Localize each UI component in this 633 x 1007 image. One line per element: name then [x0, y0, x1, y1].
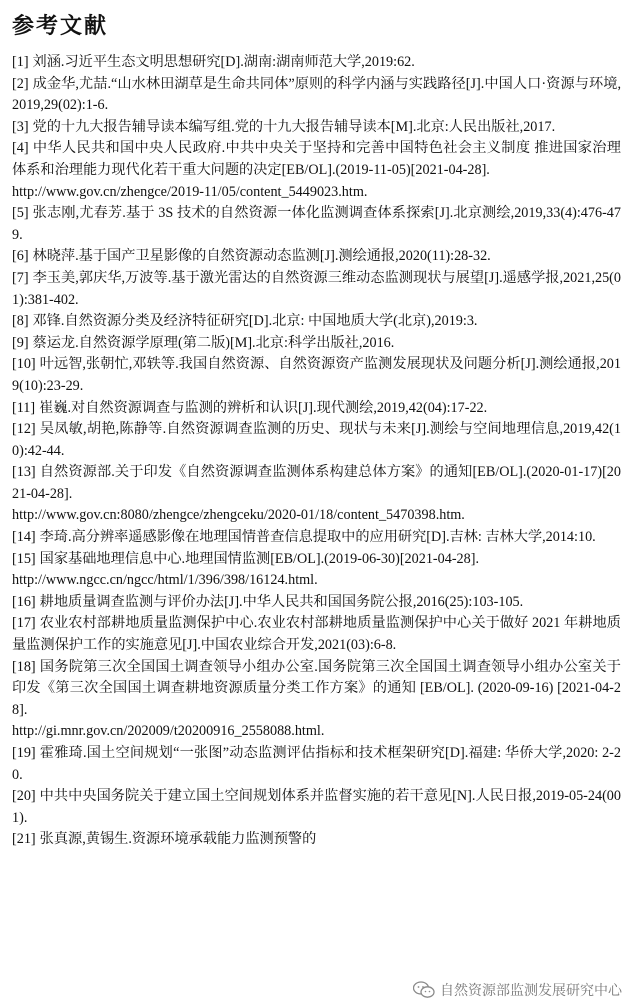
reference-text: 李琦.高分辨率遥感影像在地理国情普查信息提取中的应用研究[D].吉林: 吉林大学,2014:10.	[39, 529, 596, 546]
reference-item	[12, 398, 621, 420]
reference-text: 党的十九大报告辅导读本编写组.党的十九大报告辅导读本[M].北京:人民出版社,2017.	[32, 118, 556, 135]
reference-text: 叶远智,张朝忙,邓轶等.我国自然资源、自然资源资产监测发展现状及问题分析[J].测绘通报,2019(10):23-29.	[12, 356, 621, 394]
reference-item	[12, 462, 621, 527]
reference-text: 邓锋.自然资源分类及经济特征研究[D].北京: 中国地质大学(北京),2019:3.	[32, 313, 478, 330]
watermark	[410, 979, 625, 1001]
reference-item	[12, 74, 621, 117]
reference-item	[12, 527, 621, 549]
reference-item	[12, 829, 621, 851]
reference-list	[12, 52, 621, 851]
reference-text: 国家基础地理信息中心.地理国情监测[EB/OL].(2019-06-30)[2021-04-28].	[39, 550, 480, 567]
reference-text: 张真源,黄锡生.资源环境承载能力监测预警的	[39, 831, 317, 848]
reference-number: [21]	[12, 831, 36, 848]
reference-number: [18]	[12, 658, 36, 675]
reference-item	[12, 203, 621, 246]
reference-item	[12, 592, 621, 614]
reference-number: [17]	[12, 615, 36, 632]
reference-number: [10]	[12, 356, 36, 373]
reference-item	[12, 786, 621, 829]
reference-item	[12, 657, 621, 743]
reference-item	[12, 117, 621, 139]
wechat-icon	[413, 981, 435, 999]
reference-number: [15]	[12, 550, 36, 567]
reference-item	[12, 268, 621, 311]
reference-number: [9]	[12, 334, 29, 351]
reference-text: 李玉美,郭庆华,万波等.基于激光雷达的自然资源三维动态监测现状与展望[J].遥感学报,2021,25(01):381-402.	[12, 269, 621, 308]
reference-url: http://www.ngcc.cn/ngcc/html/1/396/398/16124.html.	[12, 572, 318, 589]
reference-text: 霍雅琦.国土空间规划“一张图”动态监测评估指标和技术框架研究[D].福建: 华侨大学,2020: 2-20.	[12, 745, 621, 783]
reference-text: 刘涵.习近平生态文明思想研究[D].湖南:湖南师范大学,2019:62.	[32, 54, 415, 70]
reference-item	[12, 311, 621, 333]
reference-item	[12, 138, 621, 203]
reference-number: [14]	[12, 529, 36, 546]
reference-number: [5]	[12, 205, 29, 222]
reference-number: [8]	[12, 313, 29, 330]
reference-url: http://www.gov.cn/zhengce/2019-11/05/content_5449023.htm.	[12, 183, 368, 200]
reference-text: 耕地质量调查监测与评价办法[J].中华人民共和国国务院公报,2016(25):103-105.	[39, 593, 524, 610]
reference-text: 崔巍.对自然资源调查与监测的辨析和认识[J].现代测绘,2019,42(04):17-22.	[39, 399, 488, 416]
reference-number: [2]	[12, 75, 29, 92]
reference-url: http://www.gov.cn:8080/zhengce/zhengceku/2020-01/18/content_5470398.htm.	[12, 507, 465, 524]
reference-text: 林晓萍.基于国产卫星影像的自然资源动态监测[J].测绘通报,2020(11):28-32.	[32, 248, 491, 265]
reference-item	[12, 743, 621, 786]
reference-number: [3]	[12, 118, 29, 135]
reference-number: [6]	[12, 248, 29, 265]
reference-number: [13]	[12, 464, 36, 481]
reference-number: [19]	[12, 745, 36, 761]
reference-text: 蔡运龙.自然资源学原理(第二版)[M].北京:科学出版社,2016.	[32, 334, 395, 351]
reference-number: [1]	[12, 54, 29, 70]
reference-item	[12, 613, 621, 656]
reference-text: 吴凤敏,胡艳,陈静等.自然资源调查监测的历史、现状与未来[J].测绘与空间地理信息,2019,42(10):42-44.	[12, 421, 621, 459]
watermark-text: 自然资源部监测发展研究中心	[440, 983, 622, 999]
reference-number: [4]	[12, 140, 29, 157]
reference-item	[12, 419, 621, 462]
reference-item	[12, 246, 621, 268]
reference-number: [11]	[12, 399, 36, 416]
reference-item	[12, 52, 621, 74]
reference-number: [7]	[12, 269, 29, 286]
reference-text: 国务院第三次全国国土调查领导小组办公室.国务院第三次全国国土调查领导小组办公室关于印发《第三次全国国土调查耕地资源质量分类工作方案》的通知 [EB/OL]. (2020-09-16) [2021-04-28].	[12, 658, 621, 718]
reference-item	[12, 333, 621, 355]
reference-text: 农业农村部耕地质量监测保护中心.农业农村部耕地质量监测保护中心关于做好 2021 年耕地质量监测保护工作的实施意见[J].中国农业综合开发,2021(03):6-8.	[12, 615, 621, 654]
reference-number: [16]	[12, 593, 36, 610]
reference-item	[12, 354, 621, 397]
references-heading: 参考文献	[12, 14, 109, 39]
reference-text: 张志刚,尤春芳.基于 3S 技术的自然资源一体化监测调查体系探索[J].北京测绘,2019,33(4):476-479.	[12, 205, 621, 243]
reference-number: [20]	[12, 788, 36, 805]
reference-item	[12, 549, 621, 592]
reference-url: http://gi.mnr.gov.cn/202009/t20200916_2558088.html.	[12, 723, 325, 740]
reference-text: 成金华,尤喆.“山水林田湖草是生命共同体”原则的科学内涵与实践路径[J].中国人口·资源与环境,2019,29(02):1-6.	[12, 75, 621, 114]
reference-number: [12]	[12, 421, 36, 438]
reference-text: 自然资源部.关于印发《自然资源调查监测体系构建总体方案》的通知[EB/OL].(2020-01-17)[2021-04-28].	[12, 464, 621, 502]
reference-text: 中华人民共和国中央人民政府.中共中央关于坚持和完善中国特色社会主义制度 推进国家治理体系和治理能力现代化若干重大问题的决定[EB/OL].(2019-11-05)[2021-04-28].	[12, 140, 621, 178]
reference-text: 中共中央国务院关于建立国土空间规划体系并监督实施的若干意见[N].人民日报,2019-05-24(001).	[12, 788, 621, 826]
